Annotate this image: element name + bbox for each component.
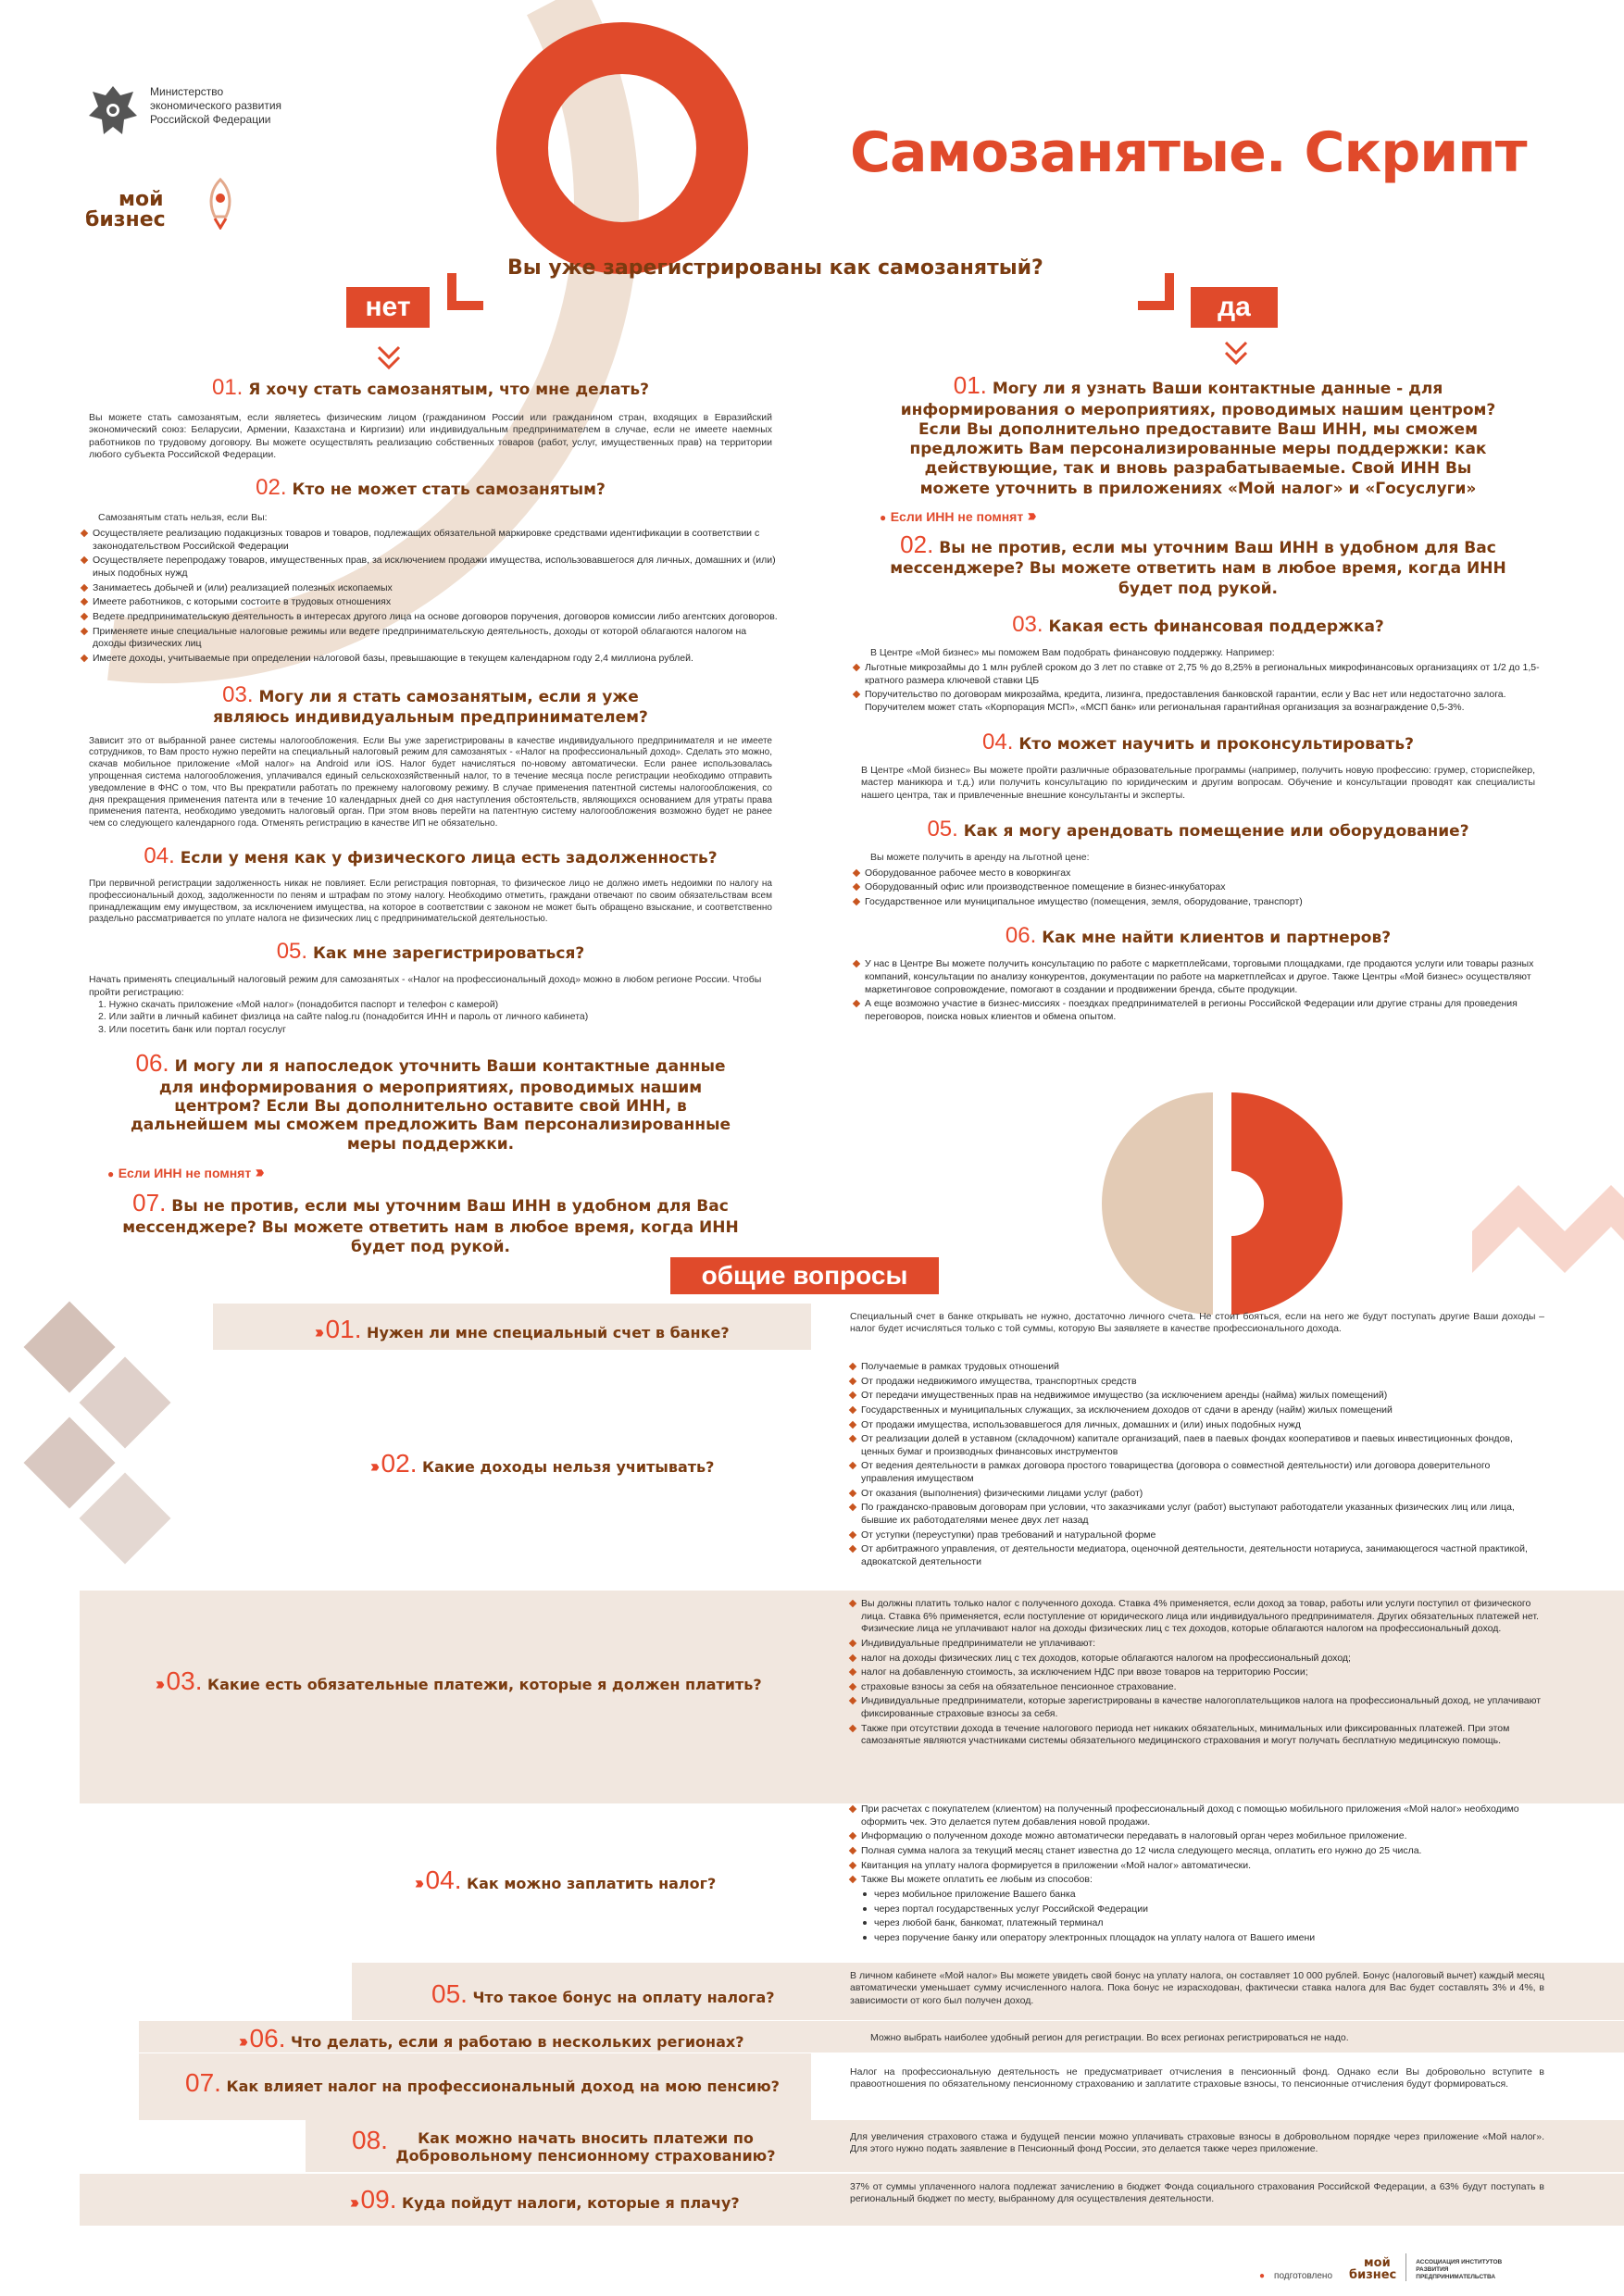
list-item: страховые взносы за себя на обязательное пенсионное страхование. [848,1681,1544,1694]
double-arrow-icon: ››› [255,1163,261,1182]
double-arrow-icon: ››› [239,2032,244,2051]
half-circle-beige-decor [1102,1092,1213,1315]
brand-line-2: бизнес [85,208,166,231]
general-q3-number: 03. [166,1666,203,1695]
right-inn-note-label: Если ИНН не помнят [890,508,1024,524]
double-arrow-icon: ››› [1027,505,1033,525]
diamond-decor-3 [24,1417,116,1509]
right-q4-heading [852,730,1544,755]
right-q3-intro: В Центре «Мой бизнес» мы поможем Вам подобрать финансовую поддержку. Например: [870,646,1275,658]
general-q6 [239,2024,743,2053]
left-column [80,375,781,1257]
right-q5-number: 05. [927,817,958,842]
general-q2 [370,1449,714,1479]
list-item: через любой банк, банкомат, платежный терминал [861,1917,1544,1930]
left-q6-number: 06. [135,1049,169,1078]
right-q5-list [852,867,1544,909]
general-q2-number: 02. [381,1449,418,1478]
general-a5: В личном кабинете «Мой налог» Вы можете увидеть свой бонус на уплату налога, он составляет 10 000 рублей. Бонус (налоговый вычет) каждый месяц автоматически уменьшает сумму исчисленного налога. Пока бонус не израсходован, фактически ставка налога для Вас будет составлять 3% и 4%, в зависимости от кого был получен доход. [850,1970,1544,2006]
list-item: Полная сумма налога за текущий месяц станет известна до 12 числа следующего месяца, оплатить его нужно до 25 числа. [848,1845,1544,1858]
left-q5-step: 2. Или зайти в личный кабинет физлица на сайте nalog.ru (понадобится ИНН и пароль от личного кабинета) [98,1011,589,1023]
left-q6-text: И могу ли я напоследок уточнить Ваши контактные данные для информирования о мероприятиях, проводимых нашим центром? Если Вы дополнительно оставите свой ИНН, в дальнейшем мы сможем предложить Вам персонализированные меры поддержки. [130,1057,731,1154]
right-q5-intro: Вы можете получить в аренду на льготной цене: [870,852,1090,864]
list-item: У нас в Центре Вы можете получить консультацию по работе с маркетплейсами, торговыми площадками, где продаются услуги или товары разных компаний, консультации по анализу конкурентов, документации по работе на маркетплейсах и другое. Также Центры «Мой бизнес» осуществляют маркетинговое сопровождение, помогают в создании и продвижении бренда, сбыте продукции. [852,958,1544,996]
list-item: Государственных и муниципальных служащих, за исключением доходов от сдачи в аренду (найм) жилых помещений [848,1404,1544,1417]
right-q1-text: Могу ли я узнать Ваши контактные данные - для информирования о мероприятиях, проводимых нашим центром? Если Вы дополнительно предоставите Ваш ИНН, мы сможем предложить Вам персонализированные меры поддержки: как действующие, так и вновь разрабатываемые. Свой ИНН Вы можете уточнить в приложениях «Мой налог» и «Госуслуги» [900,380,1496,498]
no-button[interactable]: нет [346,287,430,328]
list-item: Информацию о полученном доходе можно автоматически передавать в налоговый орган через мобильное приложение. [848,1830,1544,1843]
left-q6-heading [117,1049,744,1154]
left-inn-note-label: Если ИНН не помнят [118,1166,252,1181]
general-q4 [415,1866,716,1895]
right-inn-note [852,506,1544,526]
double-arrow-icon: ››› [370,1457,376,1476]
list-item: А еще возможно участие в бизнес-миссиях - поездках предпринимателей в регионы Российской Федерации или другие страны для проведения переговоров, поиска новых клиентов и обмена опытом. [852,998,1544,1023]
diamond-decor-2 [80,1357,171,1449]
right-q2-text: Вы не против, если мы уточним Ваш ИНН в удобном для Вас мессенджере? Вы можете ответить нам в любое время, когда ИНН будет под рукой. [890,538,1506,598]
half-circle-red-decor [1231,1092,1343,1315]
double-arrow-icon: ››› [350,2193,356,2212]
ministry-logo [85,79,141,144]
left-q3-number: 03. [222,681,254,707]
general-title: общие вопросы [670,1257,939,1294]
list-item: Имеете работников, с которыми состоите в трудовых отношениях [80,596,781,609]
list-item: Оборудованный офис или производственное помещение в бизнес-инкубаторах [852,881,1544,894]
double-arrow-icon: ››› [156,1675,161,1693]
general-a4-sublist [861,1889,1544,1947]
general-q7-number: 07. [185,2068,221,2097]
list-item: Ведете предпринимательскую деятельность в интересах другого лица на основе договоров поручения, договоров комиссии либо агентских договоров. [80,611,781,624]
footer-prepared: подготовлено [1274,2271,1333,2281]
general-q1 [315,1315,730,1344]
footer-brand-line-1: мой [1364,2256,1391,2270]
general-q1-number: 01. [325,1315,362,1343]
list-item: Квитанция на уплату налога формируется в приложении «Мой налог» автоматически. [848,1860,1544,1873]
list-item: Занимаетесь добычей и (или) реализацией полезных ископаемых [80,582,781,595]
left-q1-number: 01. [211,375,244,400]
list-item: От оказания (выполнения) физическими лицами услуг (работ) [848,1488,1544,1501]
general-q3-text: Какие есть обязательные платежи, которые я должен платить? [207,1676,762,1693]
double-arrow-icon: ››› [315,1323,320,1341]
left-q3-heading [209,682,652,727]
left-q2-text: Кто не может стать самозанятым? [292,480,606,499]
general-q4-text: Как можно заплатить налог? [467,1875,717,1892]
general-q7 [185,2068,780,2098]
right-q2-number: 02. [900,530,934,558]
right-q3-list [852,662,1544,715]
list-item: От ведения деятельности в рамках договора простого товарищества (договора о совместной деятельности) или договора доверительного управления имуществом [848,1460,1544,1485]
right-q4-text: Кто может научить и проконсультировать? [1018,734,1414,754]
l-bracket-left-decor [452,273,483,306]
left-q7-heading [80,1188,781,1257]
general-q3 [156,1666,762,1696]
list-item: Индивидуальные предприниматели, которые зарегистрированы в качестве налогоплательщиков налога на профессиональный доход, не уплачивают фиксированные страховые взносы за себя. [848,1695,1544,1720]
general-q7-text: Как влияет налог на профессиональный доход на мою пенсию? [226,2078,780,2095]
list-item: Осуществляете перепродажу товаров, имущественных прав, за исключением продажи имущества, использовавшегося для личных, домашних и (или) иных подобных нужд [80,555,781,580]
right-q6-text: Как мне найти клиентов и партнеров? [1042,929,1392,948]
rocket-icon [202,178,239,230]
ministry-line-2: экономического развития [150,99,282,112]
general-q9-number: 09. [360,2185,397,2214]
list-item: От передачи имущественных прав на недвижимое имущество (за исключением аренды (найма) жилых помещений) [848,1390,1544,1403]
right-q4-number: 04. [982,729,1014,755]
right-q5-text: Как я могу арендовать помещение или оборудование? [963,822,1469,842]
general-a2-list [848,1361,1544,1571]
footer-assoc: АССОЦИАЦИЯ ИНСТИТУТОВ РАЗВИТИЯ ПРЕДПРИНИМАТЕЛЬСТВА [1416,2259,1503,2280]
left-q3-text: Могу ли я стать самозанятым, если я уже являюсь индивидуальным предпринимателем? [213,687,648,727]
left-q4-text: Если у меня как у физического лица есть задолженность? [180,848,718,867]
right-q6-list [852,958,1544,1023]
footer-divider [1405,2253,1406,2281]
list-item: Осуществляете реализацию подакцизных товаров и товаров, подлежащих обязательной маркировке средствами идентификации в соответствии с законодательством Российской Федерации [80,528,781,553]
list-item: через мобильное приложение Вашего банка [861,1889,1544,1902]
right-q5-heading [852,817,1544,842]
list-item: От продажи недвижимого имущества, транспортных средств [848,1376,1544,1389]
left-q7-text: Вы не против, если мы уточним Ваш ИНН в удобном для Вас мессенджере? Вы можете ответить нам в любое время, когда ИНН будет под рукой. [122,1197,739,1256]
ministry-name [150,85,281,127]
left-q2-heading [80,475,781,501]
general-a4-list [848,1803,1544,1889]
left-q2-list [80,528,781,665]
right-q1-heading [852,370,1544,499]
right-q3-heading [852,612,1544,638]
left-q1-text: Я хочу стать самозанятым, что мне делать? [248,381,650,399]
inn-bullet-icon: ● [107,1167,115,1181]
left-q5-heading [80,939,781,965]
left-q5-text: Как мне зарегистрироваться? [312,944,585,964]
left-q4-body: При первичной регистрации задолженность никак не повлияет. Если регистрация повторная, то физическое лицо не должно иметь недоимки по налогу на профессиональный доход, задолженности по пеням и штрафам по этому налогу. Необходимо отметить, граждани отвечают по своим обязательствам всем принадлежащим ему имуществом, за исключением имущества, на которое в соответствии с законом не может быть обращено взыскание, и соответственно раздельно рассматривается по уплате налога не физических лиц с предпринимательской деятельностью. [89,878,772,925]
general-q8 [352,2126,778,2165]
brand-line-1: мой [119,188,164,211]
eagle-emblem-icon [85,79,141,144]
list-item: Вы должны платить только налог с полученного дохода. Ставка 4% применяется, если доход за товар, работы или услуги поступил от физического лица. Ставка 6% применяется, если поступление от юридического лица или индивидуального предпринимателя. Других обязательных платежей нет. Физические лица не уплачивают налог на доходы физических лиц с тех доходов, которые облагаются налогом на профессиональный доход. [848,1598,1544,1636]
general-q8-text: Как можно начать вносить платежи по Добровольному пенсионному страхованию? [395,2129,776,2165]
general-q9-text: Куда пойдут налоги, которые я плачу? [402,2194,740,2212]
left-q5-step: 3. Или посетить банк или портал госуслуг [98,1023,286,1035]
list-item: Также Вы можете оплатить ее любым из способов: [848,1874,1544,1887]
l-bracket-right-decor [1138,273,1169,306]
general-q1-text: Нужен ли мне специальный счет в банке? [367,1324,730,1341]
right-q4-body: В Центре «Мой бизнес» Вы можете пройти различные образовательные программы (например, получить новую профессию: грумер, сториспейкер, мастер маникюра и т.д.) или получить консультацию по юридическим и другим вопросам. Обучение и консультации проводят как специалисты нашего центра, так и привлеченные внешние консультанты и эксперты. [861,764,1535,801]
right-q2-heading [852,530,1544,599]
double-arrow-icon: ››› [415,1874,420,1892]
footer-brand-line-2: бизнес [1349,2268,1397,2282]
general-q5-number: 05. [431,1979,468,2008]
chevron-down-icon-right [1226,343,1246,363]
chevron-down-icon-left [379,347,399,368]
left-q5-number: 05. [276,939,308,965]
general-q5-text: Что такое бонус на оплату налога? [472,1989,775,2006]
general-q4-number: 04. [425,1866,462,1894]
left-q5-step: 1. Нужно скачать приложение «Мой налог» (понадобится паспорт и телефон с камерой) [98,999,499,1011]
general-a9: 37% от суммы уплаченного налога подлежат зачислению в бюджет Фонда социального страхования Российской Федерации, а 63% будут поступать в региональный бюджет по месту, выбранному для осуществления деятельности. [850,2181,1544,2205]
general-q5 [431,1979,775,2009]
left-q2-number: 02. [256,474,287,500]
right-q6-number: 06. [1005,923,1037,949]
list-item: Также при отсутствии дохода в течение налогового периода нет никаких обязательных, минимальных или фиксированных платежей. При этом самозанятые являются участниками системы обязательного медицинского страхования и могут получать бесплатную медицинскую помощь. [848,1723,1544,1748]
inn-bullet-icon: ● [880,510,887,524]
ministry-line-1: Министерство [150,85,224,98]
general-a1: Специальный счет в банке открывать не нужно, достаточно личного счета. Не стоит бояться, если на него же будут поступать другие Ваши доходы – налог будет исчисляться только с той суммы, которую Вы заявляете в качестве профессионального дохода. [850,1311,1544,1335]
page-title: Самозанятые. Скрипт [850,120,1527,185]
ministry-line-3: Российской Федерации [150,113,271,126]
list-item: От продажи имущества, использовавшегося для личных, домашних и (или) иных подобных нужд [848,1419,1544,1432]
diamond-decor-1 [24,1302,116,1393]
right-column [852,370,1544,1026]
left-q3-body: Зависит это от выбранной ранее системы налогообложения. Если Вы уже зарегистрированы в качестве индивидуального предпринимателя и не имеете сотрудников, то Вам просто нужно перейти на специальный налоговый режим для самозанятых - «Налог на профессиональный доход». Сделать это можно, скачав мобильное приложение «Мой налог» на Android или iOS. Налог будет начисляться по-новому автоматически. Если ранее использовалась упрощенная система налогообложения, уплачивался единый сельскохозяйственный налог, то в течение месяца после регистрации необходимо отправить уведомление в ФНС о том, что Вы прекратили работать по прежнему налоговому режиму. В случае применения патентной системы налогообложения, со дня прекращения применения патента или в течение 10 календарных дней со дня наступления обстоятельств, являющихся основанием для утраты права применения патента, необходимо уведомить налоговый орган. При этом вновь перейти на патентную систему налогообложения возможно будет не ранее чем со следующего календарного года. Отменять регистрацию в качестве ИП не обязательно. [89,735,772,830]
main-question: Вы уже зарегистрированы как самозанятый? [507,256,1043,280]
left-q2-intro: Самозанятым стать нельзя, если Вы: [98,511,268,523]
list-item: При расчетах с покупателем (клиентом) на полученный профессиональный доход с помощью мобильного приложения «Мой налог» необходимо оформить чек. Это делается путем добавления новой продажи. [848,1803,1544,1828]
list-item: Индивидуальные предприниматели не уплачивают: [848,1638,1544,1651]
left-q7-number: 07. [132,1189,167,1217]
right-q6-heading [852,923,1544,949]
general-q9 [350,2185,740,2215]
brand-logo [85,190,166,231]
general-a3-list [848,1598,1544,1750]
list-item: От реализации долей в уставном (складочном) капитале организаций, паев в паевых фондах кооперативов и паевых инвестиционных фондов, ценных бумаг и производных финансовых инструментов [848,1433,1544,1458]
list-item: От уступки (переуступки) прав требований и натуральной форме [848,1529,1544,1542]
general-q2-text: Какие доходы нельзя учитывать? [422,1458,715,1476]
list-item: Поручительство по договорам микрозайма, кредита, лизинга, предоставления банковской гарантии, если у Вас нет или недостаточно залога. Поручителем может стать «Корпорация МСП», «МСП банк» или региональная гарантийная организация за вознаграждение 0,5-3%. [852,689,1544,714]
left-q1-body: Вы можете стать самозанятым, если являетесь физическим лицом (гражданином России или гражданином стран, входящих в Евразийский экономический союз: Беларусии, Армении, Казахстана и Киргизии) или индивидуальным предпринимателем в случае, если не имеете наемных работников по трудовому договору. Вы можете осуществлять реализацию собственных товаров (работ, услуг, имущественных прав) на территории любого субъекта Российской Федерации. [89,412,772,461]
general-a6: Можно выбрать наиболее удобный регион для регистрации. Во всех регионах регистрироваться не надо. [870,2032,1349,2043]
list-item: налог на добавленную стоимость, за исключением НДС при ввозе товаров на территорию России; [848,1666,1544,1679]
footer [1259,2240,1565,2281]
general-q8-number: 08. [352,2126,388,2154]
list-item: От арбитражного управления, от деятельности медиатора, оценочной деятельности, деятельности нотариуса, занимающегося частной практикой, адвокатской деятельности [848,1543,1544,1568]
list-item: через поручение банку или оператору электронных площадок на уплату налога от Вашего имени [861,1932,1544,1945]
list-item: Имеете доходы, учитываемые при определении налоговой базы, превышающие в текущем календарном году 2,4 миллиона рублей. [80,653,781,666]
footer-brand [1349,2257,1396,2281]
list-item: налог на доходы физических лиц с тех доходов, которые облагаются налогом на профессиональный доход; [848,1653,1544,1666]
list-item: Оборудованное рабочее место в коворкингах [852,867,1544,880]
yes-button[interactable]: да [1191,287,1278,328]
footer-bullet-icon: ● [1259,2271,1266,2281]
left-inn-note [80,1163,781,1182]
general-a8: Для увеличения страхового стажа и будущей пенсии можно уплачивать страховые взносы в добровольном порядке через приложение «Мой налог». Для этого нужно подать заявление в Пенсионный фонд России, это делается также через приложение. [850,2131,1544,2155]
left-q1-heading [80,375,781,401]
general-q6-number: 06. [249,2024,286,2053]
list-item: Получаемые в рамках трудовых отношений [848,1361,1544,1374]
general-q6-text: Что делать, если я работаю в нескольких регионах? [291,2033,744,2051]
left-q4-number: 04. [144,842,175,868]
list-item: По гражданско-правовым договорам при условии, что заказчиками услуг (работ) выступают работодатели указанных физических лиц или лица, бывшие их работодателями менее двух лет назад [848,1502,1544,1527]
right-q3-number: 03. [1012,611,1043,637]
chevron-decor [1472,1185,1624,1273]
right-q1-number: 01. [953,371,987,399]
list-item: через портал государственных услуг Российской Федерации [861,1903,1544,1916]
list-item: Государственное или муниципальное имущество (помещения, земля, оборудование, транспорт) [852,896,1544,909]
list-item: Применяете иные специальные налоговые режимы или ведете предпринимательскую деятельность, доходы от которой облагаются налогом на доходы физических лиц [80,626,781,651]
diamond-decor-4 [80,1473,171,1565]
list-item: Льготные микрозаймы до 1 млн рублей сроком до 3 лет по ставке от 2,75 % до 8,25% в региональных микрофинансовых организациях от 1/2 до 1,5-кратного размера ключевой ставки ЦБ [852,662,1544,687]
left-q5-intro: Начать применять специальный налоговый режим для самозанятых - «Налог на профессиональный доход» можно в любом регионе России. Чтобы пройти регистрацию: [89,974,762,998]
general-a7: Налог на профессиональную деятельность не предусматривает отчисления в пенсионный фонд. Однако если Вы добровольно вступите в правоотношения по обязательному пенсионному страхованию и заплатите страховые взносы, то пенсионные отчисления будут формироваться. [850,2066,1544,2090]
left-q4-heading [80,843,781,869]
right-q3-text: Какая есть финансовая поддержка? [1048,617,1384,636]
